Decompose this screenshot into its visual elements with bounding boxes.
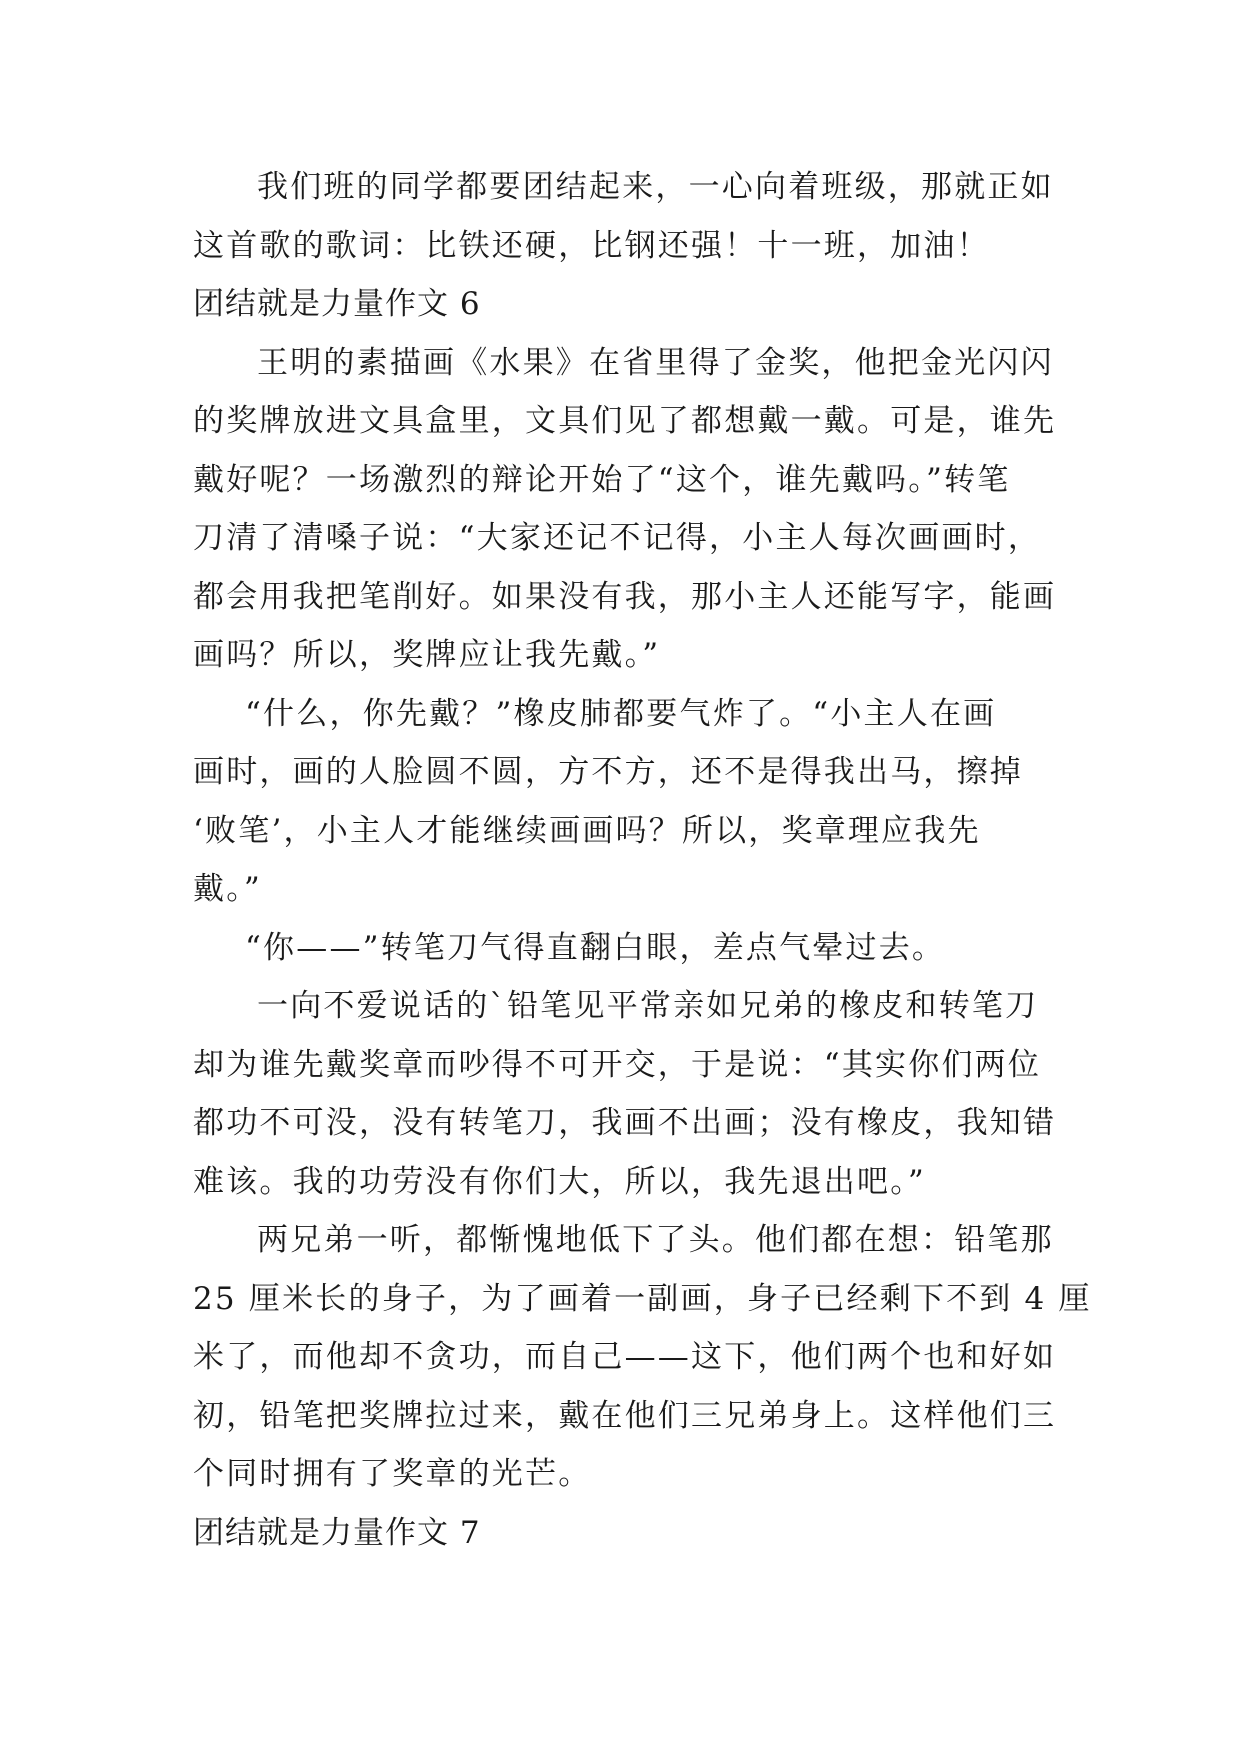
paragraph-line: “你——”转笔刀气得直翻白眼，差点气晕过去。 [245, 929, 946, 966]
paragraph-line: 戴好呢？一场激烈的辩论开始了“这个，谁先戴吗。”转笔 [193, 461, 1011, 498]
paragraph-line: 都会用我把笔削好。如果没有我，那小主人还能写字，能画 [193, 578, 1057, 615]
document-body [193, 158, 1092, 1562]
paragraph-line: 这首歌的歌词：比铁还硬，比钢还强！十一班，加油！ [193, 227, 990, 264]
paragraph-line: 个同时拥有了奖章的光芒。 [193, 1456, 592, 1492]
paragraph-line: 初，铅笔把奖牌拉过来，戴在他们三兄弟身上。这样他们三 [193, 1397, 1057, 1434]
paragraph-line: 画吗？所以，奖牌应让我先戴。” [193, 637, 661, 673]
paragraph-line: 的奖牌放进文具盒里，文具们见了都想戴一戴。可是，谁先 [193, 403, 1057, 439]
paragraph-line: 戴。” [193, 871, 262, 907]
paragraph-line: 却为谁先戴奖章而吵得不可开交，于是说：“其实你们两位 [193, 1046, 1042, 1083]
paragraph-line: 两兄弟一听，都惭愧地低下了头。他们都在想：铅笔那 [257, 1222, 1054, 1258]
section-heading: 团结就是力量作文 6 [193, 286, 481, 322]
paragraph-line: ‘败笔’，小主人才能继续画画吗？所以，奖章理应我先 [193, 812, 981, 849]
paragraph-line: 画时，画的人脸圆不圆，方不方，还不是得我出马，擦掉 [193, 754, 1023, 790]
paragraph-line: 刀清了清嗓子说：“大家还记不记得，小主人每次画画时， [193, 520, 1042, 556]
paragraph-line: 我们班的同学都要团结起来，一心向着班级，那就正如 [257, 169, 1054, 205]
section-heading: 团结就是力量作文 7 [193, 1514, 481, 1551]
paragraph-line: “什么，你先戴？”橡皮肺都要气炸了。“小主人在画 [245, 695, 997, 732]
paragraph-line: 都功不可没，没有转笔刀，我画不出画；没有橡皮，我知错 [193, 1105, 1057, 1141]
paragraph-line: 一向不爱说话的`铅笔见平常亲如兄弟的橡皮和转笔刀 [257, 988, 1039, 1024]
paragraph-line: 25 厘米长的身子，为了画着一副画，身子已经剩下不到 4 厘 [193, 1280, 1092, 1317]
paragraph-line: 难该。我的功劳没有你们大，所以，我先退出吧。” [193, 1163, 926, 1200]
paragraph-line: 米了，而他却不贪功，而自己——这下，他们两个也和好如 [193, 1339, 1057, 1375]
paragraph-line: 王明的素描画《水果》在省里得了金奖，他把金光闪闪 [257, 344, 1054, 381]
